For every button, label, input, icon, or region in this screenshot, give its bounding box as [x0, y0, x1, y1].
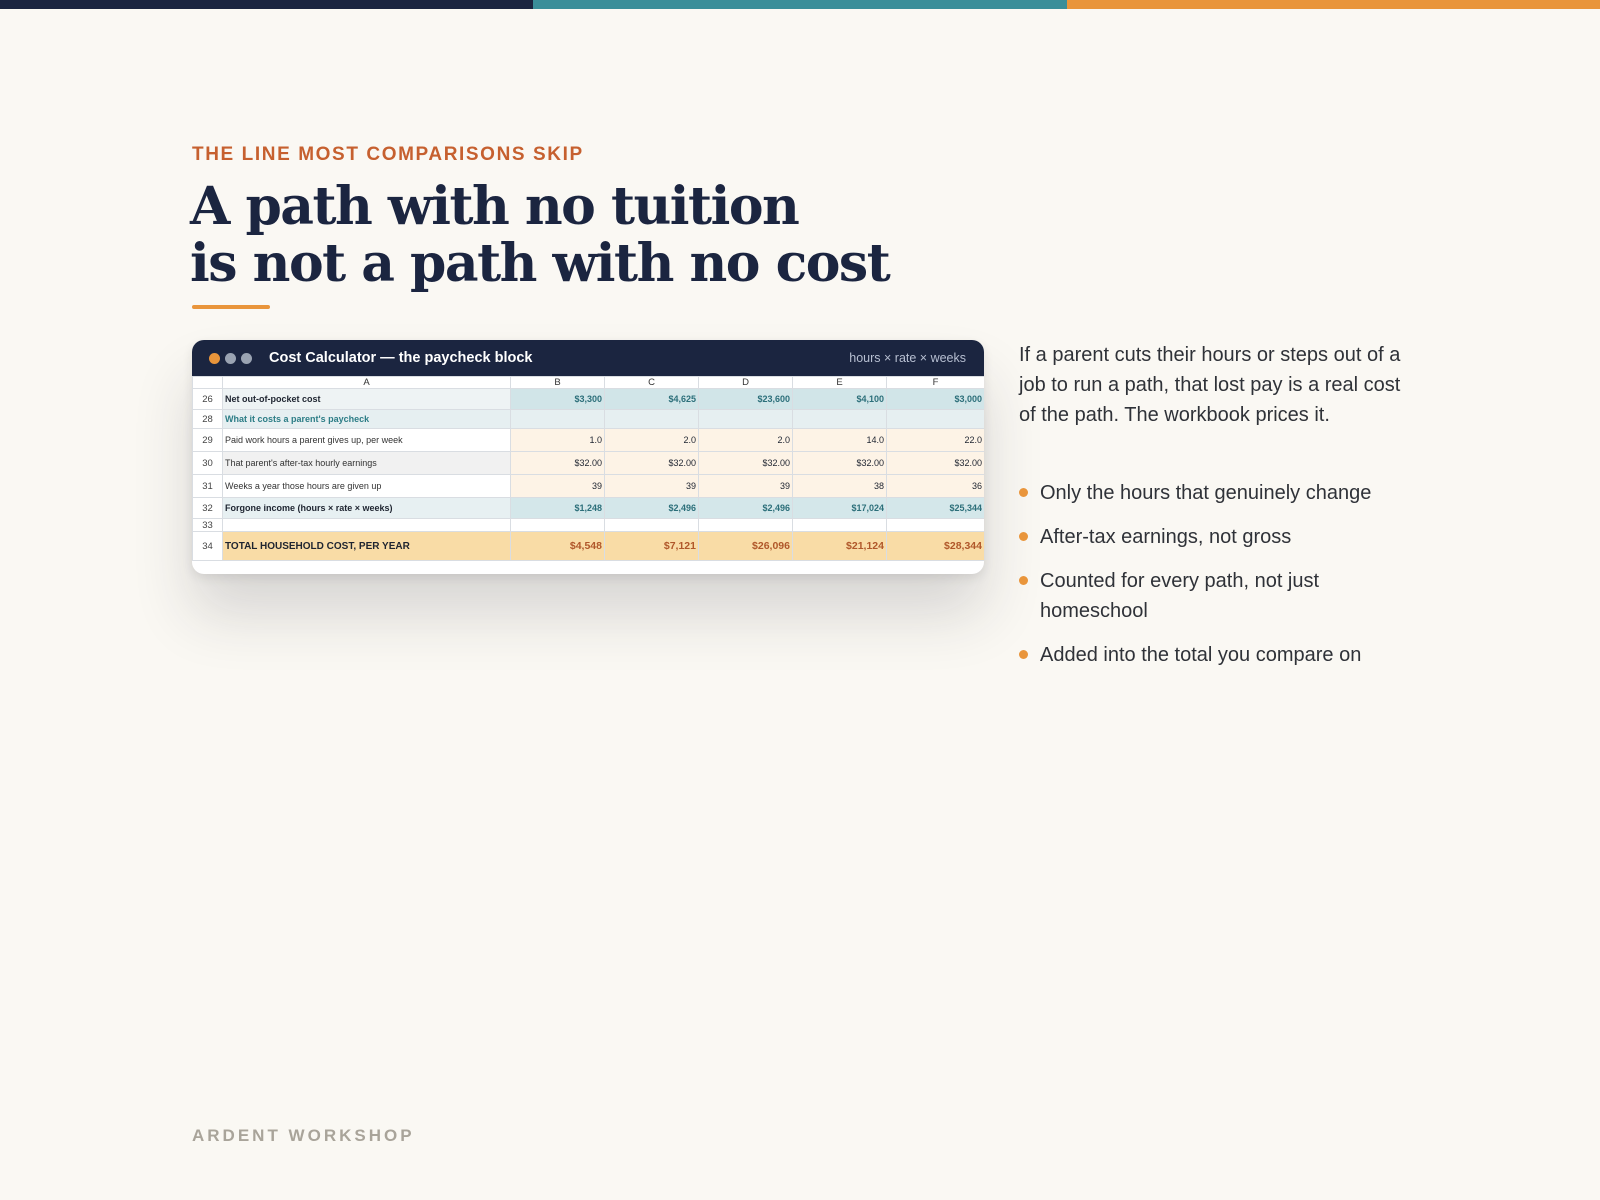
- column-header[interactable]: D: [699, 377, 793, 389]
- window-dot-grey-icon: [225, 353, 236, 364]
- input-cell[interactable]: $32.00: [793, 452, 887, 475]
- window-title: Cost Calculator — the paycheck block: [269, 350, 533, 366]
- row-number: 34: [193, 532, 223, 561]
- total-cell[interactable]: $26,096: [699, 532, 793, 561]
- input-cell[interactable]: $32.00: [511, 452, 605, 475]
- empty-cell[interactable]: [699, 410, 793, 429]
- bullet-dot-icon: [1019, 532, 1028, 541]
- column-header[interactable]: C: [605, 377, 699, 389]
- section-header-row: [193, 410, 985, 429]
- total-cell[interactable]: $28,344: [887, 532, 985, 561]
- row-number: 30: [193, 452, 223, 475]
- total-label-cell[interactable]: TOTAL HOUSEHOLD COST, PER YEAR: [223, 532, 511, 561]
- bullet-list: [1019, 478, 1419, 684]
- section-label-cell[interactable]: What it costs a parent's paycheck: [223, 410, 511, 429]
- empty-cell[interactable]: [605, 519, 699, 532]
- formula-cell[interactable]: $1,248: [511, 498, 605, 519]
- formula-cell[interactable]: $25,344: [887, 498, 985, 519]
- row-label-cell[interactable]: Weeks a year those hours are given up: [223, 475, 511, 498]
- page-title: [190, 178, 889, 292]
- headline-underline: [192, 305, 270, 309]
- input-cell[interactable]: 1.0: [511, 429, 605, 452]
- headline-line-2: is not a path with no cost: [190, 233, 890, 294]
- input-cell[interactable]: $32.00: [605, 452, 699, 475]
- input-cell[interactable]: 39: [511, 475, 605, 498]
- row-label-cell[interactable]: Paid work hours a parent gives up, per week: [223, 429, 511, 452]
- footer-brand: ARDENT WORKSHOP: [192, 1126, 415, 1145]
- row-number: 28: [193, 410, 223, 429]
- bullet-dot-icon: [1019, 650, 1028, 659]
- value-cell[interactable]: $3,000: [887, 389, 985, 410]
- spreadsheet-grid: [192, 376, 984, 561]
- total-cell[interactable]: $7,121: [605, 532, 699, 561]
- row-number: 33: [193, 519, 223, 532]
- empty-cell[interactable]: [793, 519, 887, 532]
- list-item: [1019, 640, 1419, 670]
- row-number: 31: [193, 475, 223, 498]
- body-paragraph: If a parent cuts their hours or steps out of a job to run a path, that lost pay is a real cost of the path. The workbook prices it.: [1019, 344, 1401, 426]
- empty-cell[interactable]: [887, 410, 985, 429]
- input-cell[interactable]: 36: [887, 475, 985, 498]
- row-label-cell[interactable]: Net out-of-pocket cost: [223, 389, 511, 410]
- input-cell[interactable]: 39: [605, 475, 699, 498]
- formula-cell[interactable]: $2,496: [605, 498, 699, 519]
- table-row: [193, 498, 985, 519]
- headline-line-1: A path with no tuition: [190, 176, 799, 237]
- input-cell[interactable]: 14.0: [793, 429, 887, 452]
- bullet-text: Added into the total you compare on: [1040, 644, 1362, 666]
- window-dot-grey-icon: [241, 353, 252, 364]
- total-row: [193, 532, 985, 561]
- input-cell[interactable]: 39: [699, 475, 793, 498]
- total-cell[interactable]: $21,124: [793, 532, 887, 561]
- empty-cell[interactable]: [887, 519, 985, 532]
- row-label-cell[interactable]: Forgone income (hours × rate × weeks): [223, 498, 511, 519]
- input-cell[interactable]: 38: [793, 475, 887, 498]
- input-cell[interactable]: $32.00: [699, 452, 793, 475]
- window-formula: hours × rate × weeks: [849, 351, 966, 365]
- accent-segment-navy: [0, 0, 533, 9]
- row-number: 29: [193, 429, 223, 452]
- kicker: THE LINE MOST COMPARISONS SKIP: [192, 144, 584, 165]
- table-row: [193, 475, 985, 498]
- input-cell[interactable]: 2.0: [699, 429, 793, 452]
- bullet-text: Only the hours that genuinely change: [1040, 482, 1372, 504]
- list-item: [1019, 566, 1419, 626]
- empty-cell[interactable]: [699, 519, 793, 532]
- spreadsheet-window: [192, 340, 984, 574]
- row-label-cell[interactable]: That parent's after-tax hourly earnings: [223, 452, 511, 475]
- empty-cell[interactable]: [793, 410, 887, 429]
- bullet-text: After-tax earnings, not gross: [1040, 526, 1292, 548]
- table-row: [193, 389, 985, 410]
- input-cell[interactable]: $32.00: [887, 452, 985, 475]
- formula-cell[interactable]: $2,496: [699, 498, 793, 519]
- accent-segment-teal: [533, 0, 1066, 9]
- row-number: 32: [193, 498, 223, 519]
- column-header-row: [193, 377, 985, 389]
- column-header[interactable]: B: [511, 377, 605, 389]
- bullet-dot-icon: [1019, 488, 1028, 497]
- bullet-text: Counted for every path, not just homeschool: [1040, 570, 1320, 622]
- empty-cell[interactable]: [511, 519, 605, 532]
- empty-cell[interactable]: [223, 519, 511, 532]
- accent-segment-orange: [1067, 0, 1600, 9]
- table-row: [193, 429, 985, 452]
- value-cell[interactable]: $4,100: [793, 389, 887, 410]
- column-header[interactable]: A: [223, 377, 511, 389]
- row-number: 26: [193, 389, 223, 410]
- top-accent-bar: [0, 0, 1600, 9]
- column-header[interactable]: E: [793, 377, 887, 389]
- value-cell[interactable]: $3,300: [511, 389, 605, 410]
- value-cell[interactable]: $23,600: [699, 389, 793, 410]
- window-dot-orange-icon: [209, 353, 220, 364]
- table-row: [193, 519, 985, 532]
- column-header[interactable]: F: [887, 377, 985, 389]
- empty-cell[interactable]: [605, 410, 699, 429]
- value-cell[interactable]: $4,625: [605, 389, 699, 410]
- formula-cell[interactable]: $17,024: [793, 498, 887, 519]
- window-titlebar: [192, 340, 984, 376]
- corner-cell: [193, 377, 223, 389]
- input-cell[interactable]: 2.0: [605, 429, 699, 452]
- list-item: [1019, 478, 1419, 508]
- input-cell[interactable]: 22.0: [887, 429, 985, 452]
- table-row: [193, 452, 985, 475]
- total-cell[interactable]: $4,548: [511, 532, 605, 561]
- bullet-dot-icon: [1019, 576, 1028, 585]
- empty-cell[interactable]: [511, 410, 605, 429]
- list-item: [1019, 522, 1419, 552]
